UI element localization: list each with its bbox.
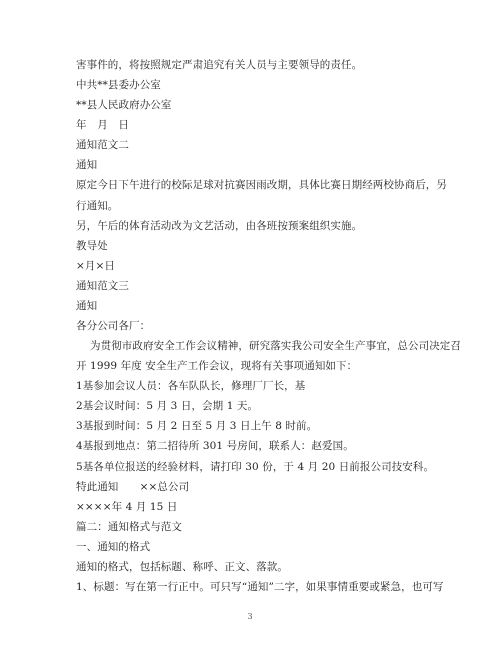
- text-line: **县人民政府办公室: [76, 99, 172, 112]
- text-line: 通知: [76, 159, 98, 172]
- text-line: ×月×日: [76, 259, 115, 272]
- page-number: 3: [247, 612, 253, 621]
- text-line: 行通知。: [76, 199, 119, 212]
- text-line: 害事件的，将按照规定严肃追究有关人员与主要领导的责任。: [76, 59, 363, 71]
- text-line: 通知的格式，包括标题、称呼、正文、落款。: [76, 560, 288, 573]
- text-line: 通知: [76, 299, 98, 312]
- text-line: 1基参加会议人员：各车队队长，修理厂厂长，基: [76, 380, 306, 393]
- text-line: 年 月 日: [76, 119, 129, 132]
- text-line: 3基报到时间：5 月 2 日至 5 月 3 日上午 8 时前。: [76, 420, 318, 433]
- text-line: 为贯彻市政府安全工作会议精神，研究落实我公司安全生产事宜，总公司决定召: [90, 340, 461, 352]
- text-line: ××××年 4 月 15 日: [76, 500, 178, 513]
- text-line: 5基各单位报送的经验材料，请打印 30 份，于 4 月 20 日前报公司技安科。: [76, 460, 435, 473]
- text-line: 开 1999 年度 安全生产工作会议，现将有关事项通知如下：: [76, 360, 358, 373]
- text-line: 教导处: [76, 239, 108, 252]
- text-line: 通知范文二: [76, 139, 129, 152]
- text-line: 篇二：通知格式与范文: [76, 520, 182, 533]
- text-line: 一、通知的格式: [76, 540, 151, 553]
- text-line: 另，午后的体育活动改为文艺活动，由各班按预案组织实施。: [76, 219, 363, 232]
- text-line: 中共**县委办公室: [76, 79, 161, 92]
- text-line: 1、标题：写在第一行正中。可只写“通知”二字，如果事情重要或紧急，也可写: [76, 580, 444, 593]
- text-line: 各分公司各厂：: [76, 320, 151, 332]
- text-line: 通知范文三: [76, 279, 129, 292]
- text-line: 特此通知 ××总公司: [76, 480, 190, 493]
- text-line: 4基报到地点：第二招待所 301 号房间，联系人：赵爱国。: [76, 440, 354, 453]
- text-line: 原定今日下午进行的校际足球对抗赛因雨改期，具体比赛日期经两校协商后，另: [76, 179, 447, 192]
- text-line: 2基会议时间：5 月 3 日，会期 1 天。: [76, 400, 259, 413]
